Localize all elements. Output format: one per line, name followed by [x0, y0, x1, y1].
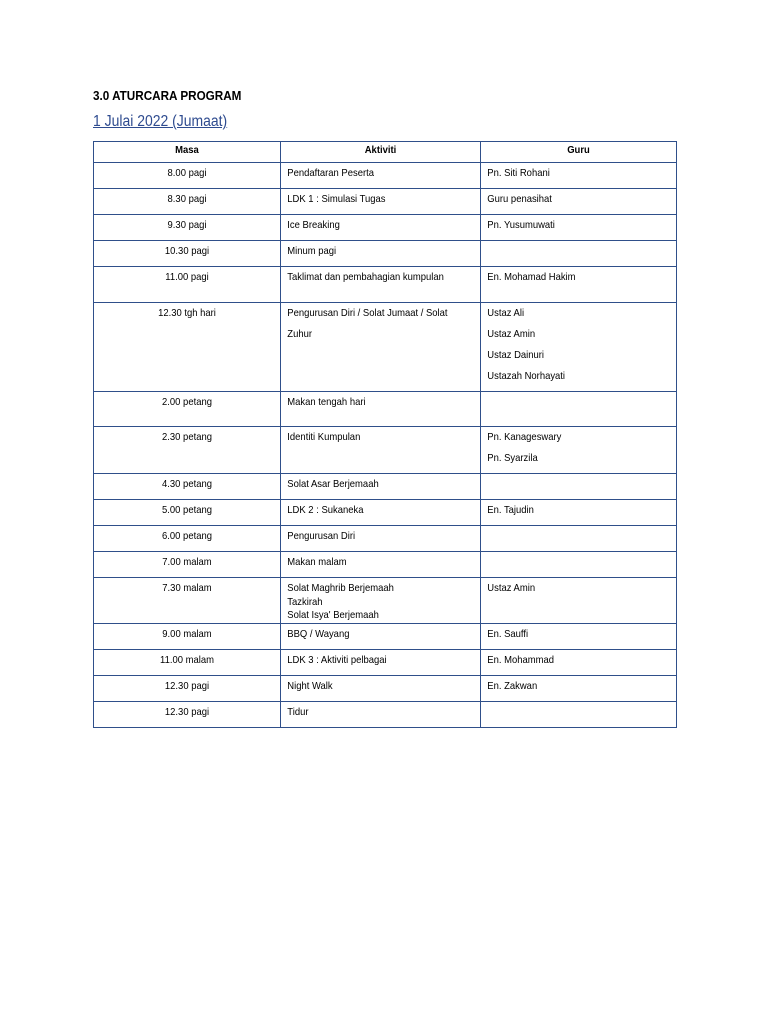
cell-aktiviti — [281, 552, 481, 578]
cell-guru — [481, 241, 677, 267]
cell-guru — [481, 303, 677, 392]
cell-aktiviti — [281, 649, 481, 675]
time-text: 2.00 petang — [162, 396, 212, 408]
time-text: 7.30 malam — [162, 582, 212, 594]
time-text: 8.30 pagi — [167, 193, 207, 205]
cell-guru — [481, 701, 677, 727]
activity-text: Tazkirah — [287, 595, 323, 608]
table-row — [94, 623, 677, 649]
cell-masa — [94, 701, 281, 727]
header-aktiviti: Aktiviti — [281, 142, 481, 163]
table-row — [94, 267, 677, 303]
activity-text: Pendaftaran Peserta — [287, 167, 374, 179]
table-row — [94, 578, 677, 624]
time-text: 4.30 petang — [162, 478, 212, 490]
cell-aktiviti — [281, 215, 481, 241]
table-row — [94, 526, 677, 552]
activity-text: LDK 3 : Aktiviti pelbagai — [287, 653, 387, 666]
cell-masa — [94, 189, 281, 215]
program-date: 1 Julai 2022 (Jumaat) — [93, 113, 228, 130]
cell-masa — [94, 163, 281, 189]
activity-text: Night Walk — [287, 679, 333, 692]
cell-masa — [94, 427, 281, 474]
cell-guru — [481, 675, 677, 701]
header-guru: Guru — [481, 142, 677, 163]
cell-aktiviti — [281, 474, 481, 500]
teacher-name: En. Mohammad — [487, 653, 555, 666]
cell-masa — [94, 500, 281, 526]
activity-text: Makan malam — [287, 556, 347, 568]
cell-guru — [481, 649, 677, 675]
cell-masa — [94, 578, 281, 624]
table-row — [94, 649, 677, 675]
cell-guru — [481, 267, 677, 303]
teacher-name: Ustaz Amin — [487, 328, 536, 340]
cell-guru — [481, 578, 677, 624]
activity-text: Solat Isya' Berjemaah — [287, 609, 379, 621]
cell-aktiviti — [281, 526, 481, 552]
cell-guru — [481, 163, 677, 189]
cell-guru — [481, 215, 677, 241]
activity-text: Pengurusan Diri — [287, 530, 356, 542]
activity-text: Solat Maghrib Berjemaah — [287, 582, 394, 594]
cell-masa — [94, 474, 281, 500]
teacher-name: Ustazah Norhayati — [487, 370, 566, 382]
cell-guru — [481, 474, 677, 500]
table-header-row — [94, 142, 677, 163]
activity-text: BBQ / Wayang — [287, 627, 350, 640]
cell-masa — [94, 649, 281, 675]
cell-aktiviti — [281, 578, 481, 624]
activity-text: Ice Breaking — [287, 219, 340, 231]
cell-aktiviti — [281, 392, 481, 427]
teacher-name: Guru penasihat — [487, 193, 552, 205]
time-text: 10.30 pagi — [164, 245, 210, 257]
cell-aktiviti — [281, 241, 481, 267]
table-row — [94, 500, 677, 526]
teacher-name: En. Mohamad Hakim — [487, 271, 576, 283]
activity-text: Makan tengah hari — [287, 396, 366, 408]
teacher-name: Pn. Yusumuwati — [487, 219, 555, 231]
teacher-name: Pn. Kanageswary — [487, 431, 562, 443]
activity-text: Solat Asar Berjemaah — [287, 478, 379, 490]
cell-guru — [481, 526, 677, 552]
activity-text: LDK 1 : Simulasi Tugas — [287, 193, 386, 205]
activity-text: Taklimat dan pembahagian kumpulan — [287, 271, 444, 283]
teacher-name: Pn. Syarzila — [487, 452, 538, 464]
activity-text: Pengurusan Diri / Solat Jumaat / Solat — [287, 307, 448, 319]
time-text: 12.30 pagi — [164, 679, 210, 692]
table-row — [94, 675, 677, 701]
time-text: 12.30 tgh hari — [158, 307, 216, 319]
time-text: 11.00 malam — [160, 653, 214, 666]
table-row — [94, 474, 677, 500]
teacher-name: En. Sauffi — [487, 627, 529, 640]
teacher-name: En. Zakwan — [487, 679, 538, 692]
activity-text: Tidur — [287, 705, 309, 718]
cell-aktiviti — [281, 303, 481, 392]
cell-guru — [481, 189, 677, 215]
time-text: 9.00 malam — [162, 627, 212, 640]
cell-aktiviti — [281, 427, 481, 474]
section-heading: 3.0 ATURCARA PROGRAM — [93, 88, 242, 103]
teacher-name: Pn. Siti Rohani — [487, 167, 550, 179]
cell-guru — [481, 623, 677, 649]
table-row — [94, 303, 677, 392]
cell-aktiviti — [281, 189, 481, 215]
table-row — [94, 392, 677, 427]
time-text: 12.30 pagi — [164, 705, 210, 718]
header-masa: Masa — [94, 142, 281, 163]
teacher-name: Ustaz Ali — [487, 307, 525, 319]
time-text: 11.00 pagi — [165, 271, 209, 283]
table-row — [94, 163, 677, 189]
cell-guru — [481, 392, 677, 427]
table-row — [94, 215, 677, 241]
time-text: 9.30 pagi — [167, 219, 207, 231]
cell-masa — [94, 526, 281, 552]
activity-text: LDK 2 : Sukaneka — [287, 504, 364, 516]
table-row — [94, 189, 677, 215]
teacher-name: Ustaz Amin — [487, 582, 536, 594]
cell-guru — [481, 552, 677, 578]
cell-masa — [94, 215, 281, 241]
cell-masa — [94, 392, 281, 427]
activity-text: Zuhur — [287, 328, 312, 340]
teacher-name: Ustaz Dainuri — [487, 349, 545, 361]
cell-guru — [481, 427, 677, 474]
time-text: 2.30 petang — [162, 431, 212, 443]
table-row — [94, 552, 677, 578]
table-row — [94, 241, 677, 267]
cell-masa — [94, 675, 281, 701]
cell-masa — [94, 303, 281, 392]
schedule-table — [93, 141, 677, 728]
table-row — [94, 701, 677, 727]
time-text: 8.00 pagi — [167, 167, 207, 179]
time-text: 6.00 petang — [162, 530, 212, 542]
time-text: 5.00 petang — [162, 504, 212, 516]
time-text: 7.00 malam — [162, 556, 212, 568]
cell-masa — [94, 623, 281, 649]
cell-masa — [94, 241, 281, 267]
cell-aktiviti — [281, 163, 481, 189]
cell-aktiviti — [281, 267, 481, 303]
table-row — [94, 427, 677, 474]
activity-text: Identiti Kumpulan — [287, 431, 361, 443]
teacher-name: En. Tajudin — [487, 504, 534, 516]
cell-masa — [94, 552, 281, 578]
cell-masa — [94, 267, 281, 303]
cell-guru — [481, 500, 677, 526]
cell-aktiviti — [281, 500, 481, 526]
cell-aktiviti — [281, 623, 481, 649]
cell-aktiviti — [281, 675, 481, 701]
cell-aktiviti — [281, 701, 481, 727]
activity-text: Minum pagi — [287, 245, 337, 257]
